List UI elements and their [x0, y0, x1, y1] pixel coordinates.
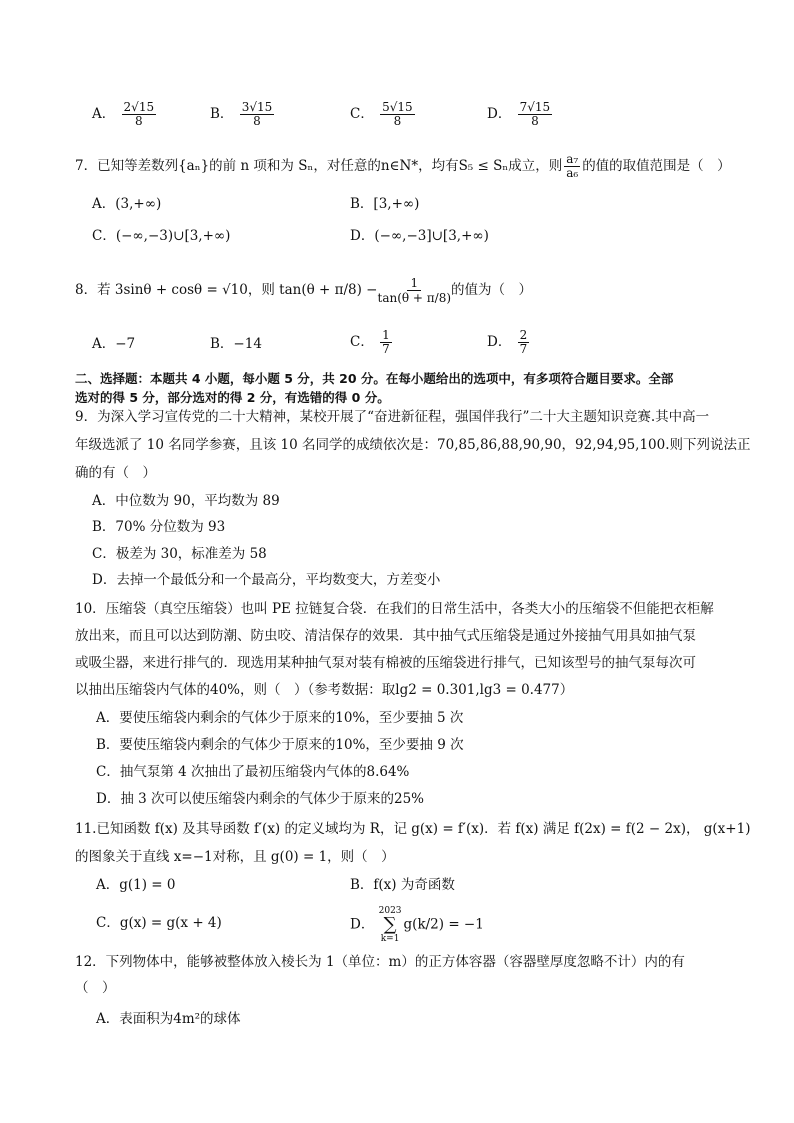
q8-option-d: D． $\frac{2}{7}$ [487, 328, 528, 356]
q12-option-a: A．表面积为4m²的球体 [96, 1011, 241, 1027]
q7-option-c: C．(−∞,−3)∪[3,+∞) [92, 228, 231, 244]
q11-stem-line1: 11.已知函数 f(x) 及其导函数 f′(x) 的定义域均为 R，记 g(x) = f′(x)．若 f(x) 满足 f(2x) = f(2 − 2x)， g(x+1) [75, 821, 751, 837]
q6-option-c: C． $\frac{5√15}{8}$ [350, 100, 413, 128]
q10-stem-line4: 以抽出压缩袋内气体的40%，则（ ）（参考数据：取lg2 = 0.301,lg3 = 0.477） [75, 682, 574, 698]
q12-stem-line1: 12．下列物体中，能够被整体放入棱长为 1（单位：m）的正方体容器（容器壁厚度忽略不计）内的有 [75, 954, 685, 970]
q12-stem-line2: （ ） [75, 980, 116, 996]
q9-stem-line1: 9．为深入学习宣传党的二十大精神，某校开展了“奋进新征程，强国伴我行”二十大主题知识竞赛.其中高一 [75, 409, 710, 425]
q11-option-a: A．g(1) = 0 [96, 877, 176, 893]
q7-option-a: A．(3,+∞) [92, 196, 162, 212]
q8-option-b: B．−14 [210, 336, 262, 352]
q10-stem-line3: 或吸尘器，来进行排气的．现选用某种抽气泵对装有棉被的压缩袋进行排气，已知该型号的抽气泵每次可 [75, 655, 696, 671]
q7-option-b: B．[3,+∞) [350, 196, 420, 212]
q11-option-c: C．g(x) = g(x + 4) [96, 915, 222, 931]
q6-option-a: A． $\frac{2√15}{8}$ [92, 100, 155, 128]
q9-option-d: D．去掉一个最低分和一个最高分，平均数变大，方差变小 [92, 572, 441, 588]
q10-stem-line1: 10．压缩袋（真空压缩袋）也叫 PE 拉链复合袋．在我们的日常生活中，各类大小的压缩袋不但能把衣柜解 [75, 601, 714, 617]
q9-stem-line2: 年级选派了 10 名同学参赛，且该 10 名同学的成绩依次是：70,85,86,88,90,90，92,94,95,100.则下列说法正 [75, 437, 751, 453]
q11-stem-line2: 的图象关于直线 x=−1对称，且 g(0) = 1，则（ ） [75, 849, 395, 865]
q8-stem: 8．若 3sinθ + cosθ = √10，则 tan(θ + π/8) − $\frac{1}{\tan(\theta + \pi/8)}$ 的值为（ ） [75, 276, 533, 305]
summation-symbol: 2023 ∑ k=1 [378, 906, 402, 944]
q10-stem-line2: 放出来，而且可以达到防潮、防虫咬、清洁保存的效果．其中抽气式压缩袋是通过外接抽气用具如抽气泵 [75, 628, 696, 644]
section-header-line1: 二、选择题：本题共 4 小题，每小题 5 分，共 20 分。在每小题给出的选项中，有多项符合题目要求。全部 [75, 371, 674, 386]
q8-option-a: A．−7 [92, 336, 136, 352]
q11-option-d: D． 2023 ∑ k=1 g(k/2) = −1 [350, 906, 484, 944]
q9-stem-line3: 确的有（ ） [75, 465, 156, 481]
q10-option-d: D．抽 3 次可以使压缩袋内剩余的气体少于原来的25% [96, 791, 425, 807]
q9-option-c: C．极差为 30，标准差为 58 [92, 546, 267, 562]
section-header-line2: 选对的得 5 分，部分选对的得 2 分，有选错的得 0 分。 [75, 390, 390, 405]
q7-option-d: D．(−∞,−3]∪[3,+∞) [350, 228, 489, 244]
q10-option-c: C．抽气泵第 4 次抽出了最初压缩袋内气体的8.64% [96, 764, 410, 780]
q9-option-b: B．70% 分位数为 93 [92, 519, 226, 535]
q10-option-b: B．要使压缩袋内剩余的气体少于原来的10%，至少要抽 9 次 [96, 737, 464, 753]
q11-option-b: B．f(x) 为奇函数 [350, 877, 455, 893]
q9-option-a: A．中位数为 90，平均数为 89 [92, 493, 280, 509]
q6-option-b: B． $\frac{3√15}{8}$ [210, 100, 273, 128]
q7-stem: 7．已知等差数列{aₙ}的前 n 项和为 Sₙ，对任意的n∈N*，均有S₅ ≤ Sₙ成立，则 $\frac{\text{a₇}}{\text{a₆}}$ 的值的取值范围是（ ） [75, 152, 731, 180]
q6-option-d: D． $\frac{7√15}{8}$ [487, 100, 551, 128]
q8-option-c: C． $\frac{1}{7}$ [350, 328, 390, 356]
q10-option-a: A．要使压缩袋内剩余的气体少于原来的10%，至少要抽 5 次 [96, 710, 464, 726]
